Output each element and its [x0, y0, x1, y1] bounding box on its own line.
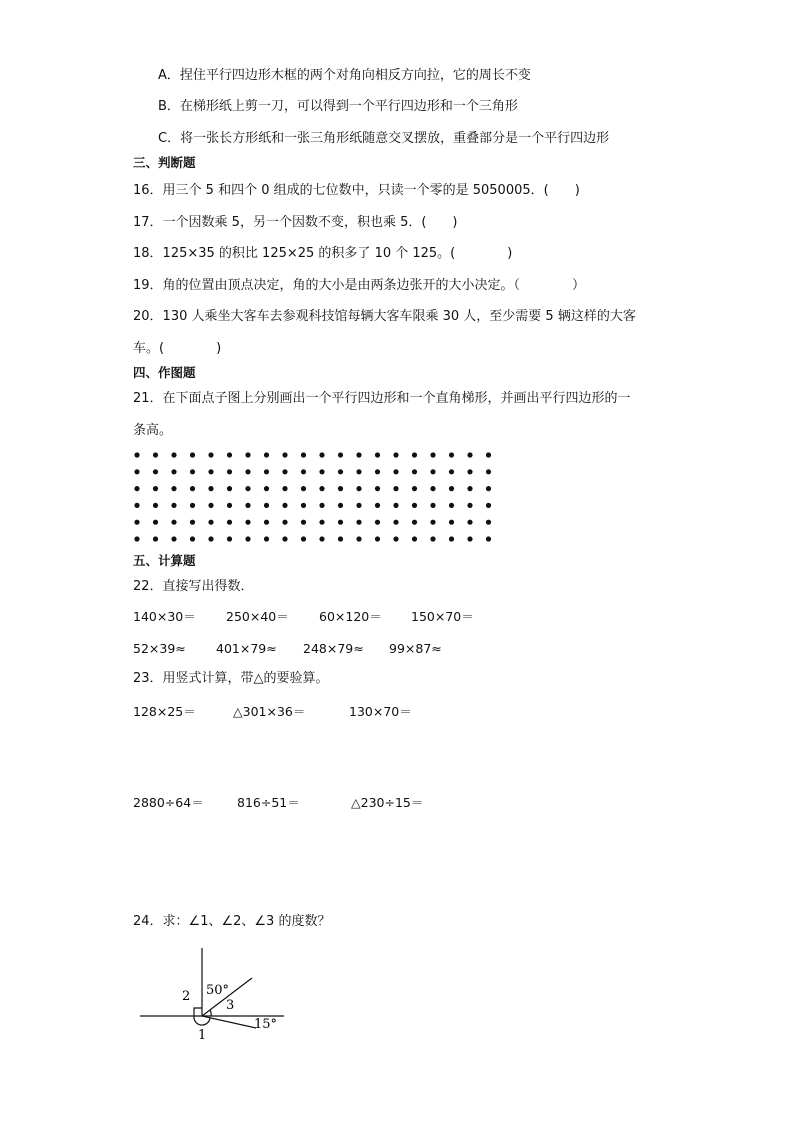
grid-dot[interactable] [153, 536, 158, 541]
grid-dot[interactable] [393, 486, 398, 491]
grid-dot[interactable] [467, 486, 472, 491]
grid-dot[interactable] [245, 469, 250, 474]
grid-dot[interactable] [356, 503, 361, 508]
grid-dot[interactable] [190, 536, 195, 541]
q23-expr-1: 128×25＝ [133, 704, 196, 719]
grid-dot[interactable] [375, 486, 380, 491]
label-angle-3: 3 [226, 998, 235, 1013]
q22-expr-2: 250×40＝ [226, 609, 289, 624]
grid-dot[interactable] [338, 452, 343, 457]
question-22: 22．直接写出得数． [133, 579, 254, 594]
question-20-line2: 车。( ) [133, 341, 222, 356]
grid-dot[interactable] [430, 486, 435, 491]
grid-dot[interactable] [430, 536, 435, 541]
grid-dot[interactable] [356, 452, 361, 457]
grid-dot[interactable] [412, 536, 417, 541]
question-23: 23．用竖式计算，带△的要验算。 [133, 671, 329, 686]
q22-expr-5: 52×39≈ [133, 641, 186, 656]
grid-dot[interactable] [208, 486, 213, 491]
grid-dot[interactable] [227, 520, 232, 525]
grid-dot[interactable] [319, 503, 324, 508]
option-b: B．在梯形纸上剪一刀，可以得到一个平行四边形和一个三角形 [158, 99, 518, 114]
grid-dot[interactable] [467, 452, 472, 457]
grid-dot[interactable] [190, 503, 195, 508]
grid-dot[interactable] [486, 520, 491, 525]
grid-dot[interactable] [282, 536, 287, 541]
grid-dot[interactable] [338, 486, 343, 491]
grid-dot[interactable] [153, 520, 158, 525]
grid-dot[interactable] [301, 486, 306, 491]
dot-grid[interactable] [133, 451, 493, 543]
q22-expr-7: 248×79≈ [303, 641, 364, 656]
grid-dot[interactable] [356, 486, 361, 491]
grid-dot[interactable] [338, 520, 343, 525]
grid-dot[interactable] [319, 536, 324, 541]
question-19: 19．角的位置由顶点决定，角的大小是由两条边张开的大小决定。（ ） [133, 278, 586, 293]
angle-figure [138, 942, 288, 1042]
label-angle-2: 2 [182, 989, 191, 1004]
option-c: C．将一张长方形纸和一张三角形纸随意交叉摆放，重叠部分是一个平行四边形 [158, 131, 610, 146]
grid-dot[interactable] [486, 452, 491, 457]
ray-15-degree [202, 1016, 256, 1028]
grid-dot[interactable] [227, 536, 232, 541]
grid-dot[interactable] [449, 503, 454, 508]
grid-dot[interactable] [486, 503, 491, 508]
grid-dot[interactable] [245, 452, 250, 457]
grid-dot[interactable] [227, 486, 232, 491]
grid-dot[interactable] [264, 452, 269, 457]
grid-dot[interactable] [227, 469, 232, 474]
q23-expr-4: 2880÷64＝ [133, 795, 204, 810]
grid-dot[interactable] [412, 469, 417, 474]
grid-dot[interactable] [449, 520, 454, 525]
grid-dot[interactable] [486, 536, 491, 541]
grid-dot[interactable] [282, 452, 287, 457]
q22-expr-8: 99×87≈ [389, 641, 442, 656]
grid-dot[interactable] [282, 503, 287, 508]
grid-dot[interactable] [319, 469, 324, 474]
grid-dot[interactable] [134, 486, 139, 491]
section-heading-calculation: 五、计算题 [133, 553, 196, 568]
grid-dot[interactable] [319, 520, 324, 525]
grid-dot[interactable] [356, 469, 361, 474]
grid-dot[interactable] [153, 486, 158, 491]
grid-dot[interactable] [301, 520, 306, 525]
grid-dot[interactable] [245, 486, 250, 491]
grid-dot[interactable] [449, 469, 454, 474]
question-24: 24．求：∠1、∠2、∠3 的度数？ [133, 914, 331, 929]
grid-dot[interactable] [171, 520, 176, 525]
section-heading-judgement: 三、判断题 [133, 155, 196, 170]
grid-dot[interactable] [227, 452, 232, 457]
question-18: 18．125×35 的积比 125×25 的积多了 10 个 125。( ) [133, 246, 513, 261]
grid-dot[interactable] [282, 520, 287, 525]
grid-dot[interactable] [356, 520, 361, 525]
grid-dot[interactable] [301, 469, 306, 474]
grid-dot[interactable] [264, 469, 269, 474]
grid-dot[interactable] [245, 520, 250, 525]
grid-dot[interactable] [171, 452, 176, 457]
grid-dot[interactable] [393, 469, 398, 474]
grid-dot[interactable] [467, 503, 472, 508]
grid-dot[interactable] [153, 503, 158, 508]
grid-dot[interactable] [319, 486, 324, 491]
grid-dot[interactable] [467, 536, 472, 541]
grid-dot[interactable] [171, 503, 176, 508]
grid-dot[interactable] [449, 536, 454, 541]
grid-dot[interactable] [486, 469, 491, 474]
grid-dot[interactable] [467, 520, 472, 525]
grid-dot[interactable] [134, 469, 139, 474]
grid-dot[interactable] [282, 486, 287, 491]
grid-dot[interactable] [171, 486, 176, 491]
grid-dot[interactable] [375, 536, 380, 541]
q23-expr-3: 130×70＝ [349, 704, 412, 719]
grid-dot[interactable] [412, 503, 417, 508]
grid-dot[interactable] [412, 520, 417, 525]
grid-dot[interactable] [245, 536, 250, 541]
grid-dot[interactable] [356, 536, 361, 541]
grid-dot[interactable] [338, 503, 343, 508]
grid-dot[interactable] [190, 520, 195, 525]
angle-arc-3 [210, 1010, 211, 1016]
question-16: 16．用三个 5 和四个 0 组成的七位数中，只读一个零的是 5050005．( ) [133, 183, 580, 198]
grid-dot[interactable] [412, 452, 417, 457]
right-angle-mark [194, 1008, 202, 1016]
question-21-line2: 条高。 [133, 423, 173, 438]
label-50-degree: 50° [206, 983, 230, 998]
grid-dot[interactable] [449, 452, 454, 457]
grid-dot[interactable] [245, 503, 250, 508]
grid-dot[interactable] [393, 536, 398, 541]
grid-dot[interactable] [190, 486, 195, 491]
grid-dot[interactable] [467, 469, 472, 474]
section-heading-drawing: 四、作图题 [133, 365, 196, 380]
grid-dot[interactable] [171, 469, 176, 474]
grid-dot[interactable] [264, 520, 269, 525]
grid-dot[interactable] [375, 469, 380, 474]
grid-dot[interactable] [190, 452, 195, 457]
grid-dot[interactable] [393, 503, 398, 508]
grid-dot[interactable] [208, 469, 213, 474]
grid-dot[interactable] [134, 452, 139, 457]
q22-expr-3: 60×120＝ [319, 609, 382, 624]
grid-dot[interactable] [375, 520, 380, 525]
q22-expr-1: 140×30＝ [133, 609, 196, 624]
grid-dot[interactable] [134, 520, 139, 525]
grid-dot[interactable] [486, 486, 491, 491]
q22-expr-4: 150×70＝ [411, 609, 474, 624]
grid-dot[interactable] [319, 452, 324, 457]
label-15-degree: 15° [254, 1017, 278, 1032]
grid-dot[interactable] [430, 503, 435, 508]
label-angle-1: 1 [198, 1028, 207, 1042]
grid-dot[interactable] [338, 536, 343, 541]
grid-dot[interactable] [301, 536, 306, 541]
grid-dot[interactable] [301, 503, 306, 508]
grid-dot[interactable] [227, 503, 232, 508]
grid-dot[interactable] [208, 503, 213, 508]
grid-dot[interactable] [264, 536, 269, 541]
grid-dot[interactable] [282, 469, 287, 474]
q23-expr-6: △230÷15＝ [351, 795, 424, 810]
grid-dot[interactable] [430, 452, 435, 457]
grid-dot[interactable] [134, 503, 139, 508]
q23-expr-5: 816÷51＝ [237, 795, 300, 810]
question-17: 17．一个因数乘 5，另一个因数不变，积也乘 5．( ) [133, 215, 458, 230]
grid-dot[interactable] [264, 486, 269, 491]
grid-dot[interactable] [153, 469, 158, 474]
grid-dot[interactable] [412, 486, 417, 491]
grid-dot[interactable] [449, 486, 454, 491]
grid-dot[interactable] [153, 452, 158, 457]
grid-dot[interactable] [171, 536, 176, 541]
grid-dot[interactable] [134, 536, 139, 541]
question-21-line1: 21．在下面点子图上分别画出一个平行四边形和一个直角梯形，并画出平行四边形的一 [133, 391, 631, 406]
grid-dot[interactable] [393, 452, 398, 457]
grid-dot[interactable] [338, 469, 343, 474]
grid-dot[interactable] [208, 452, 213, 457]
grid-dot[interactable] [208, 520, 213, 525]
grid-dot[interactable] [375, 503, 380, 508]
option-a: A．捏住平行四边形木框的两个对角向相反方向拉，它的周长不变 [158, 68, 531, 83]
grid-dot[interactable] [190, 469, 195, 474]
question-20-line1: 20．130 人乘坐大客车去参观科技馆每辆大客车限乘 30 人，至少需要 5 辆这样的大客 [133, 309, 636, 324]
grid-dot[interactable] [430, 520, 435, 525]
grid-dot[interactable] [208, 536, 213, 541]
grid-dot[interactable] [375, 452, 380, 457]
grid-dot[interactable] [393, 520, 398, 525]
q23-expr-2: △301×36＝ [233, 704, 306, 719]
grid-dot[interactable] [301, 452, 306, 457]
grid-dot[interactable] [430, 469, 435, 474]
q22-expr-6: 401×79≈ [216, 641, 277, 656]
grid-dot[interactable] [264, 503, 269, 508]
